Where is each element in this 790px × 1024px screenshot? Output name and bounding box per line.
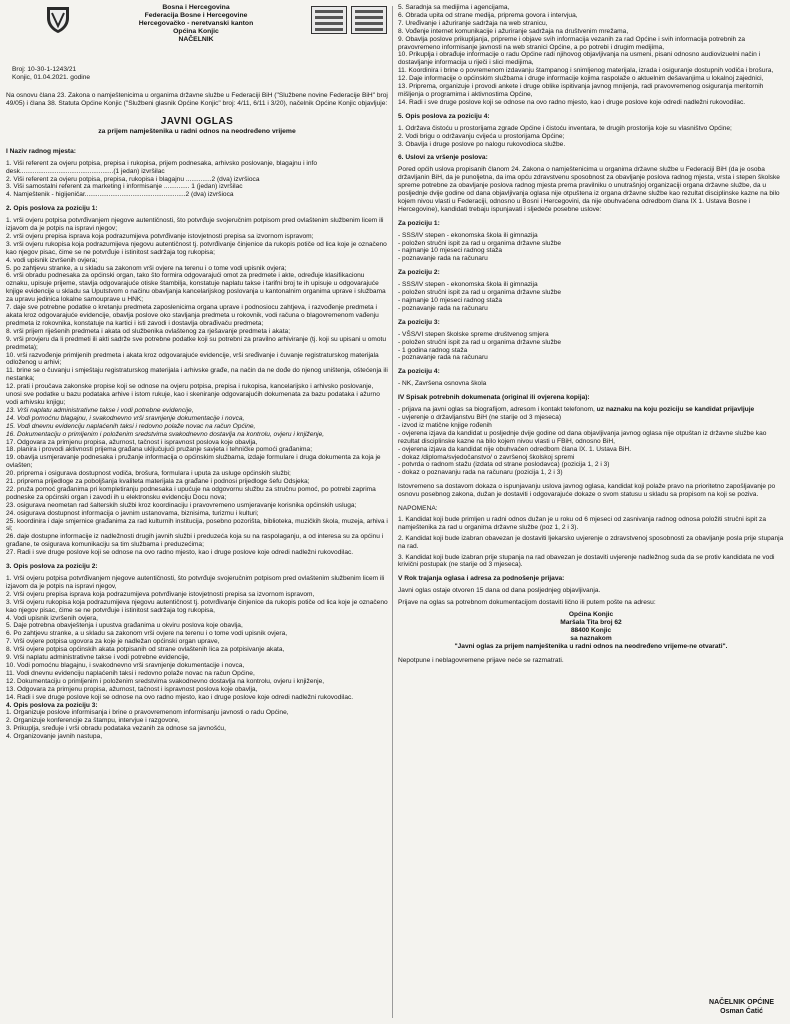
list-item: 4. Organizovanje javnih nastupa, [6, 733, 103, 741]
letterhead-text [96, 4, 296, 44]
page-subtitle: za prijem namještenika u radni odnos na neodređeno vrijeme [98, 127, 296, 135]
reference-date: Konjic, 01.04.2021. godine [12, 73, 91, 81]
list-item: 7. daje sve potrebne podatke o kretanju predmeta zaposlenicima organa uprave i podnosiocu zahtjeva, i razvođenje predmeta i akata kroz odgovarajuće evidencije, obavlja poslove oko stavljanja predmeta u rokovnik, vodi računa o blagovremenom vađenju predmeta iz rokovnika, konstatuje na kartici i isti zavodi i dostavlja obrađivaču predmeta; [6, 304, 379, 327]
list-item: 6. vrši obradu podnesaka za općinski organ, tako što formira odgovarajući omot za predmete i akte, određuje klasifikacionu oznaku, upisuje prijeme, stavlja odgovarajuće otiske štambilja, konstatuje naplatu takse i tarifni broj te ih upisuje u odgovarajuće knjige evidencije u skladu sa Uputstvom o načinu obavljanja kancelarijskog poslovanja u kantonalnim organima uprave i službama za upravu jedinica lokalne samouprave u HNK; [6, 272, 386, 304]
position-label: Za poziciju 2: [398, 269, 440, 277]
list-item: - izvod iz matične knjige rođenih [398, 421, 492, 429]
right-column [398, 4, 784, 1022]
list-item: 13. Priprema, organizuje i provodi ankete i druge oblike ispitivanja javnog mnijenja, radi pravovremenog osiguranja meritornih mišljenja o programima i aktivnostima Općine, [398, 83, 764, 98]
list-item: - uvjerenje o državljanstvu BiH (ne starije od 3 mjeseca) [398, 413, 562, 421]
certificate-stamp-icon [351, 6, 387, 34]
list-item: - VŠS/VI stepen školske spreme društvenog smjera [398, 330, 549, 338]
list-item: 1. Viši referent za ovjeru potpisa, prepisa i rukopisa, prijem podnesaka, arhivsko poslovanje, blagajnu i info desk...................................................(1 jedan) izvršilac [6, 159, 318, 175]
header-office: NAČELNIK [178, 36, 214, 44]
list-item: 3. Prikuplja, sređuje i vrši obradu podataka vezanih za odnose sa javnošću, [6, 725, 226, 733]
header-canton: Hercegovačko - neretvanski kanton [138, 20, 254, 28]
section-heading: I Naziv radnog mjesta: [6, 147, 76, 155]
list-item: 23. osigurava neometan rad šalterskih službi kroz koordinaciju i pravovremeno usmjeravanje korisnika općinskih usluga; [6, 501, 357, 509]
priority-note: Istovremeno sa dostavom dokaza o ispunjavanju uslova javnog oglasa, kandidat koji polaže pravo na prioritetno zapošljavanje po osnovu posebnog zakona, dužan je dostaviti i odgovarajuće dokaze o svom statusu u skladu sa propisom na koji se poziva. [398, 483, 776, 499]
list-item: 3. vrši ovjeru rukopisa koja podrazumijeva njegovu autentičnost tj. potvrđivanje činjenice da rukopis potiče od lica koje je označeno kao njegov pisac, čime se ne potvrđuje i istinitost sadržaja tog rukopisa; [6, 240, 387, 256]
list-item: 22. pruža pomoć građanima pri kompletiranju podnesaka i upućuje na odgovornu službu za stručnu pomoć, po potrebi zaprima podneske za općinski organ i zavodi ih u elektronsku evidenciju Docu nova; [6, 485, 376, 501]
list-item: - položen stručni ispit za rad u organima državne službe [398, 239, 562, 247]
list-item: 13. Odgovara za primjenu propisa, ažurnost, tačnost i ispravnost poslova koje obavlja, [6, 685, 258, 693]
address-line: 88400 Konjic [570, 626, 612, 634]
list-item: 12. prati i proučava zakonske propise koji se odnose na ovjeru potpisa, prepisa i rukopisa, kancelarijsko i arhivsko poslovanje, unosi sve podatke u bazu podataka arhive i istom rukuje, kao i skeniranje odgovarajućih dokumenata za bazu podataka i ažurno vodi arhivsku knjigu; [6, 383, 380, 406]
list-item: 7. Vrši ovjere potpisa ugovora za koje je nadležan općinski organ uprave, [6, 638, 220, 646]
letterhead [6, 4, 388, 60]
section-heading: 2. Opis poslova za poziciju 1: [6, 205, 98, 213]
list-item: 10. vrši razvođenje primljenih predmeta i akata kroz odgovarajuće evidencije, vrši sređivanje i čuvanje registraturskog materijala odloženog u arhivi; [6, 351, 379, 367]
submission-text: Prijave na oglas sa potrebnom dokumentacijom dostaviti lično ili putem pošte na adresu: [398, 599, 656, 607]
list-item: 12. Dokumentaciju o primljenim i položenim sredstvima svakodnevno dostavlja na kontrolu, ovjeru i knjiženje, [6, 677, 325, 685]
list-item: 5. Saradnja sa medijima i agencijama, [398, 4, 510, 11]
list-item: 1. Održava čistoću u prostorijama zgrade Općine i čistoću inventara, te drugih prostorija koje su vlasništvo Općine; [398, 124, 732, 132]
list-item: - potvrda o radnom stažu (izdata od strane poslodavca) (pozicija 1, 2 i 3) [398, 461, 610, 469]
list-item: - najmanje 10 mjeseci radnog staža [398, 247, 503, 255]
list-item-emphasis: uz naznaku na koju poziciju se kandidat prijavljuje [596, 406, 755, 414]
list-item: 5. po zahtjevu stranke, a u skladu sa zakonom vrši ovjere na terenu i o tome vodi upisnik ovjera; [6, 264, 287, 272]
list-item: - poznavanje rada na računaru [398, 354, 488, 362]
section-heading: 3. Opis poslova za poziciju 2: [6, 563, 98, 571]
job-list [6, 160, 388, 200]
list-item: 2. vrši ovjeru prepisa isprava koja podrazumijeva potvrđivanje istovjetnosti prepisa sa izvornom ispravom; [6, 232, 314, 240]
list-item: - SSS/IV stepen - ekonomska škola ili gimnazija [398, 281, 538, 289]
section-heading: IV Spisak potrebnih dokumenata (original ili ovjerena kopija): [398, 394, 590, 402]
address-line: "Javni oglas za prijem namještenika u radni odnos na neodređeno vrijeme-ne otvarati". [454, 642, 728, 650]
column-divider [392, 6, 393, 1018]
deadline-text: Javni oglas ostaje otvoren 15 dana od dana posljednjeg objavljivanja. [398, 587, 601, 595]
list-item: - SSS/IV stepen - ekonomska škola ili gimnazija [398, 231, 538, 239]
list-item: 6. Obrada upita od strane medija, priprema govora i intervjua, [398, 11, 578, 19]
list-item: 19. obavlja usmjeravanje podnesaka i pružanje informacija o općinskim službama, izdaje formulare i druga dokumenta za koja je ovlašten; [6, 454, 381, 470]
list-item: 15. Vodi dnevnu evidenciju naplaćenih taksi i redovno polaže novac na račun Općine, [6, 422, 256, 430]
list-item: 2. Kandidat koji bude izabran obavezan je dostaviti ljekarsko uvjerenje o zdravstvenoj sposobnosti za obavljanje posla prije stupanja na rad. [398, 534, 784, 550]
position-label: Za poziciju 3: [398, 318, 440, 326]
list-item: 9. Vrši naplatu administrativne takse i vodi potrebne evidencije, [6, 654, 190, 662]
list-item: 24. osigurava dostupnost informacija o javnim ustanovama, biznisima, turizmu i kulturi; [6, 509, 259, 517]
list-item: 14. Vodi pomoćnu blagajnu, i svakodnevno vrši sravnjenje dokumentacije i novca, [6, 414, 245, 422]
list-item: 8. Vođenje internet komunikacije i ažuriranje sadržaja na društvenim mrežama, [398, 27, 629, 35]
header-federation: Federacija Bosne i Hercegovine [144, 12, 248, 20]
list-item: 18. planira i provodi aktivnosti prijema građana uključujući pružanje savjeta i tehničke pomoći građanima; [6, 446, 313, 454]
list-item: 11. brine se o čuvanju i smještaju registraturskog materijala i arhivske građe, na način da ne dođe do njenog uništenja, oštećenja ili nestanka; [6, 367, 388, 383]
note-heading: NAPOMENA: [398, 505, 438, 513]
address-line: sa naznakom [570, 634, 612, 642]
documents-list [398, 406, 784, 477]
list-item: 20. priprema i osigurava dostupnost vodiča, brošura, formulara i uputa za usluge općinskih službi; [6, 470, 291, 478]
list-item: 17. Odgovara za primjenu propisa, ažurnost, tačnost i ispravnost poslova koje obavlja, [6, 438, 258, 446]
incomplete-notice: Nepotpune i neblagovremene prijave neće se razmatrati. [398, 656, 564, 664]
list-item: - položen stručni ispit za rad u organima državne službe [398, 338, 562, 346]
conditions-intro: Pored općih uslova propisanih članom 24. Zakona o namještenicima u organima državne službe u Federaciji BiH (da je osoba državljanin BiH, da je punoljetna, da ima opću zdravstvenu sposobnost za obavljanje poslova radnog mjesta, vrsta i stepen školske spreme potrebne za obavljanje poslova radnog mjesta prema pravilniku o unutrašnjoj organizaciji organa državne službe, da u posljednje dvije godine od dana objavljivanja oglasa nije otpuštena iz organa državne službe kao rezultat disciplinske kazne na bilo kojem nivou vlasti u Federaciji, odnosno u Bosni i Hercegovini, da nije obuhvaćena odredbom člana IX 1. Ustava Bosne i Hercegovine), kandidati trebaju ispunjavati i sljedeće posebne uslove: [398, 166, 780, 213]
duties-list-position-1 [6, 217, 388, 557]
list-item: 6. Po zahtjevu stranke, a u skladu sa zakonom vrši ovjere na terenu i o tome vodi upisnik ovjera, [6, 630, 288, 638]
list-item: 9. vrši provjeru da li predmeti ili akti sadrže sve potrebne podatke koji su potrebni za pravilno arhiviranje (tj. koji su upisani u omotu predmeta); [6, 335, 387, 351]
requirements-list [398, 331, 784, 363]
list-item: 3. Kandidat koji bude izabran prije stupanja na rad obavezan je dostaviti uvjerenje nadležnog suda da se protiv kandidata ne vodi krivični postupak (ne starije od 3 mjeseca). [398, 553, 775, 569]
list-item: - poznavanje rada na računaru [398, 304, 488, 312]
list-item-text: - prijava na javni oglas sa biografijom, adresom i kontakt telefonom, [398, 406, 597, 414]
list-item: 8. Vrši ovjere potpisa općinskih akata potpisanih od strane ovlaštenih lica za potpisivanje akata, [6, 646, 285, 654]
list-item: 10. Prikuplja i obrađuje informacije o radu Općine radi njihovog objavljivanja na usmeni, pisani odnosno audiovizuelni način i dostavljanje informacija u riječi i slici medijima, [398, 51, 761, 67]
list-item: - NK, Završena osnovna škola [398, 380, 487, 388]
list-item: 1. Kandidat koji bude primljen u radni odnos dužan je u roku od 6 mjeseci od zasnivanja radnog odnosa položiti stručni ispit za namještenika za rad u organima državne službe (poz 1, 2 i 3). [398, 515, 767, 531]
reference-block [12, 66, 388, 82]
list-item: 4. vodi upisnik izvršenih ovjera; [6, 256, 98, 264]
list-item: - položen stručni ispit za rad u organima državne službe [398, 289, 562, 297]
duties-list-position-4 [398, 125, 784, 149]
list-item: - poznavanje rada na računaru [398, 255, 488, 263]
section-heading: 4. Opis poslova za poziciju 3: [6, 701, 98, 709]
list-item: 10. Vodi pomoćnu blagajnu, i svakodnevno vrši sravnjenje dokumentacije i novca, [6, 661, 245, 669]
list-item: 27. Radi i sve druge poslove koji se odnose na ovo radno mjesto, kao i druge poslove koje odredi nadležni rukovodilac. [6, 549, 354, 557]
list-item: 4. Namještenik - higijeničar.......................................................2 (dva) izvršioca [6, 191, 234, 199]
list-item [398, 406, 784, 414]
list-item: 3. Viši samostalni referent za marketing i informisanje .............. 1 (jedan) izvršilac [6, 183, 243, 191]
list-item: 3. Obavlja i druge poslove po nalogu rukovodioca službe. [398, 140, 566, 148]
list-item: 1. Organizuje poslove informisanja i brine o pravovremenom informisanju javnosti o radu Općine, [6, 709, 289, 717]
signature-name: Osman Ćatić [720, 1007, 763, 1015]
list-item: 1. Vrši ovjeru potpisa potvrđivanjem njegove autentičnosti, što potvrđuje svojeručnim potpisom pred ovlaštenim službenim licem ili izjavom da je potpis na ispravi njegov, [6, 575, 385, 590]
position-label: Za poziciju 4: [398, 368, 440, 376]
list-item: 3. Vrši ovjeru rukopisa koja podrazumijeva njegovu autentičnost tj. potvrđivanje činjenice da rukopis potiče od lica koje je označeno kao njegov pisac, čime se ne potvrđuje i istinitost sadržaja tog rukopisa, [6, 598, 388, 614]
list-item: 2. Vodi brigu o održavanju cvijeća u prostorijama Općine; [398, 132, 565, 140]
list-item: - dokaz /diploma/svjedočanstvo/ o završenoj školskoj spremi [398, 453, 575, 461]
section-heading: 6. Uslovi za vršenje poslova: [398, 154, 488, 162]
list-item: - najmanje 10 mjeseci radnog staža [398, 297, 503, 304]
notes-list [398, 516, 784, 569]
address-line: Općina Konjic [568, 611, 614, 619]
duties-list-position-2 [6, 575, 388, 702]
list-item: 9. Obavlja poslove prikupljanja, pripreme i objave svih informacija vezanih za rad Općine i svih informacija potrebnih za pravovremeno informisanje javnosti na web stranici Općine, a po potrebi i drugim medijima, [398, 35, 746, 51]
list-item: 12. Daje informacije o općinskim službama i druge informacije kojima raspolaže o aktuelnim dešavanjima u lokalnoj zajednici, [398, 75, 764, 83]
list-item: 5. Daje potrebna obavještenja i upustva građanima u okviru poslova koje obavlja, [6, 622, 243, 630]
left-column [6, 4, 388, 1022]
position-label: Za poziciju 1: [398, 219, 440, 227]
header-country: Bosna i Hercegovina [162, 4, 230, 11]
requirements-list [398, 232, 784, 264]
list-item: 2. Organizuje konferencije za štampu, intervjue i razgovore, [6, 717, 180, 725]
certificate-stamp-icon [311, 6, 347, 34]
list-item: - dokaz o poznavanju rada na računaru (pozicija 1, 2 i 3) [398, 469, 563, 477]
list-item: 4. Vodi upisnik izvršenih ovjera, [6, 614, 98, 622]
section-heading: 5. Opis poslova za poziciju 4: [398, 112, 490, 120]
list-item: - ovjerena izjava da kandidat nije obuhvaćen odredbom člana IX. 1. Ustava BiH. [398, 445, 632, 453]
duties-list-position-3-continued [398, 4, 784, 107]
list-item: 25. koordinira i daje smjernice građanima za rad kulturnih institucija, posebno pozorišta, biblioteka, muzičkih škola, muzeja, arhiva i sl; [6, 517, 388, 533]
duties-list-position-3-start [6, 709, 388, 741]
list-item: 26. daje dostupne informacije iz nadležnosti drugih javnih službi i preduzeća koja su na raspolaganju, a od interesa su za općinu i građane, te osigurava komunikaciju sa tim službama i preduzećima; [6, 533, 384, 549]
list-item: 8. vrši prijem riješenih predmeta i akata od službenika ovlaštenog za rješavanje predmeta i akata; [6, 327, 291, 335]
signature-title: NAČELNIK OPĆINE [709, 999, 774, 1007]
intro-paragraph: Na osnovu člana 23. Zakona o namještenicima u organima državne službe u Federaciji BiH ("Službene novine Federacije BiH" broj 49/05) i člana 38. Statuta Općine Konjic ("Službeni glasnik Općine Konjic" broj: 4/11, 6/11 i 3/20), načelnik Općine Konjic objavljuje: [6, 91, 388, 107]
list-item: - ovjerena izjava da kandidat u posljednje dvije godine od dana objavljivanja javnog oglasa nije otpuštan iz državne službe kao rezultat disciplinske kazne na bilo kojem nivou vlasti u FBiH, odnosno BiH, [398, 429, 767, 445]
list-item: 2. Vrši ovjeru prepisa isprava koja podrazumijeva potvrđivanje istovjetnosti prepisa sa izvornom ispravom, [6, 590, 315, 598]
list-item: 14. Radi i sve druge poslove koji se odnose na ovo radno mjesto, kao i druge poslove koje odredi nadležni rukovodilac. [6, 693, 354, 701]
header-municipality: Općina Konjic [173, 28, 219, 36]
list-item: 16. Dokumentaciju o primljenim i položenim sredstvima svakodnevno dostavlja na kontrolu, ovjeru i knjiženje, [6, 430, 325, 438]
requirements-list [398, 380, 784, 388]
section-heading: V Rok trajanja oglasa i adresa za podnošenje prijava: [398, 575, 565, 583]
address-line: Maršala Tita broj 62 [560, 619, 622, 626]
list-item: 11. Koordinira i brine o povremenom izdavanju štampanog i snimljenog materijala, izrada i osiguranje dostupnih vodiča i brošura, [398, 67, 774, 75]
address-block [398, 611, 784, 651]
list-item: 2. Viši referent za ovjeru potpisa, prepisa, rukopisa i blagajnu ..............2 (dva) izvršioca [6, 175, 260, 183]
list-item: 14. Radi i sve druge poslove koji se odnose na ovo radno mjesto, kao i druge poslove koje odredi nadležni rukovodilac. [398, 98, 746, 106]
requirements-list [398, 281, 784, 313]
list-item: 11. Vodi dnevnu evidenciju naplaćenih taksi i redovno polaže novac na račun Općine, [6, 669, 255, 677]
signature-block [709, 999, 774, 1016]
list-item: - 1 godina radnog staža [398, 346, 468, 354]
coat-of-arms-icon [46, 6, 70, 34]
list-item: 7. Uređivanje i ažuriranje sadržaja na web stranicu, [398, 19, 548, 27]
list-item: 1. vrši ovjeru potpisa potvrđivanjem njegove autentičnosti, što potvrđuje svojeručnim potpisom pred ovlaštenim službenim licem ili izjavom da je potpis na ispravi njegov; [6, 217, 384, 233]
list-item: 13. Vrši naplatu administrativne takse i vodi potrebne evidencije, [6, 406, 194, 414]
reference-number: Broj: 10-30-1-1243/21 [12, 66, 77, 73]
list-item: 21. priprema prijedloge za poboljšanja kvaliteta materijala za građane i podnosi prijedloge šefu Odsjeka; [6, 478, 310, 486]
page-title: JAVNI OGLAS [160, 115, 234, 127]
